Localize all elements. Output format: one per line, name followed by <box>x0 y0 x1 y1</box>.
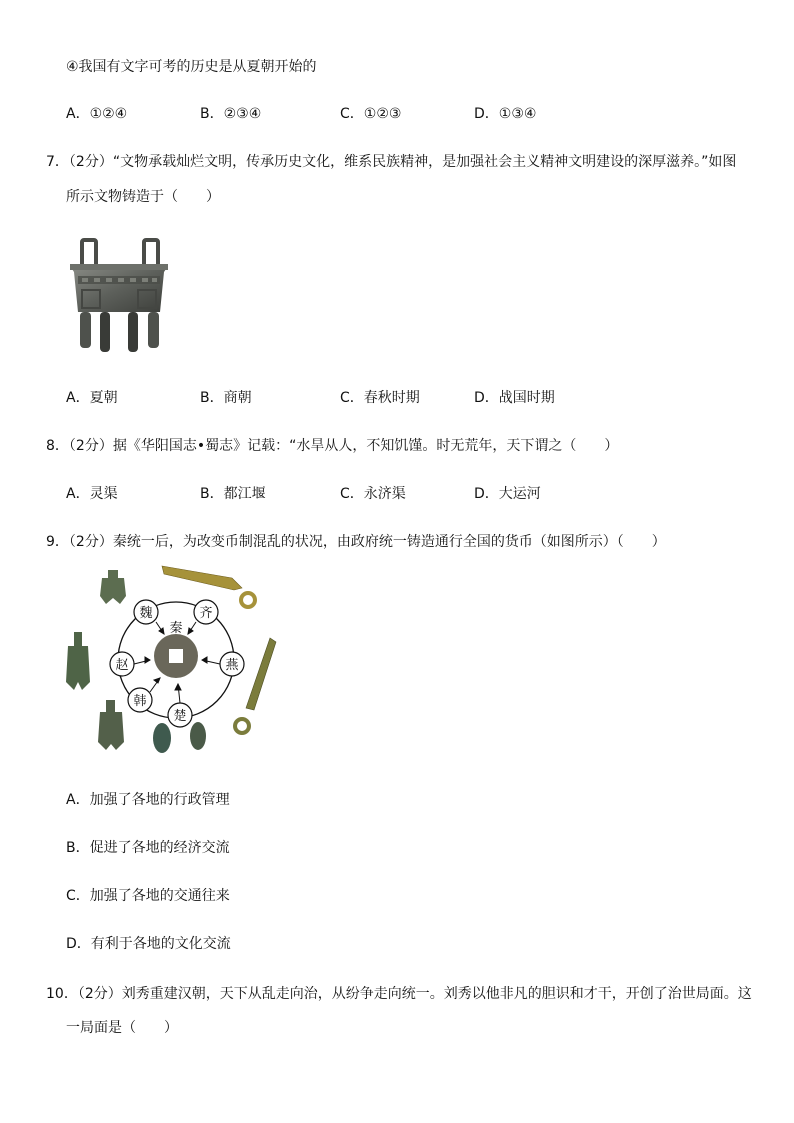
q6-option-b[interactable]: B．②③④ <box>200 106 262 122</box>
spade-coin-bottom-left <box>98 700 124 750</box>
q10-stem-line2: 一局面是（ ） <box>66 1020 178 1036</box>
spade-coin-left <box>66 632 90 690</box>
q8-stem: 8．（2分）据《华阳国志•蜀志》记载：“水旱从人，不知饥馑。时无荒年，天下谓之（ ） <box>46 438 619 454</box>
state-label-zhao: 赵 <box>115 658 129 673</box>
state-label-yan: 燕 <box>225 658 239 673</box>
q9-option-c[interactable]: C．加强了各地的交通往来 <box>66 888 230 904</box>
state-label-wei: 魏 <box>139 606 153 621</box>
ant-nose-coin-1 <box>153 723 171 753</box>
q8-option-a[interactable]: A．灵渠 <box>66 486 118 502</box>
q7-option-a[interactable]: A．夏朝 <box>66 390 118 406</box>
state-label-qi: 齐 <box>199 606 213 621</box>
q6-option-d[interactable]: D．①③④ <box>474 106 537 122</box>
q6-option-c[interactable]: C．①②③ <box>340 106 402 122</box>
ant-nose-coin-2 <box>190 722 206 750</box>
q9-option-d[interactable]: D．有利于各地的文化交流 <box>66 936 231 952</box>
q6-option-a[interactable]: A．①②④ <box>66 106 128 122</box>
q7-stem-line2: 所示文物铸造于（ ） <box>66 189 220 205</box>
q8-option-d[interactable]: D．大运河 <box>474 486 541 502</box>
q8-option-c[interactable]: C．永济渠 <box>340 486 406 502</box>
q8-option-b[interactable]: B．都江堰 <box>200 486 266 502</box>
state-label-qin: 秦 <box>169 621 183 636</box>
q9-stem: 9．（2分）秦统一后，为改变币制混乱的状况，由政府统一铸造通行全国的货币（如图所示）（ ） <box>46 534 666 550</box>
q10-stem-line1: 10．（2分）刘秀重建汉朝，天下从乱走向治，从纷争走向统一。刘秀以他非凡的胆识和才干，开创了治世局面。这 <box>46 986 752 1002</box>
q9-option-a[interactable]: A．加强了各地的行政管理 <box>66 792 230 808</box>
q7-option-b[interactable]: B．商朝 <box>200 390 252 406</box>
q9-option-b[interactable]: B．促进了各地的经济交流 <box>66 840 230 856</box>
q7-stem-line1: 7．（2分）“文物承载灿烂文明，传承历史文化，维系民族精神，是加强社会主义精神文明建设的深厚滋养。”如图 <box>46 154 737 170</box>
spade-coin-top-left <box>100 570 126 604</box>
q6-item4: ④我国有文字可考的历史是从夏朝开始的 <box>66 59 317 75</box>
q7-option-c[interactable]: C．春秋时期 <box>340 390 420 406</box>
knife-coin-right <box>235 638 276 733</box>
bronze-ding-image <box>66 236 172 354</box>
q7-option-d[interactable]: D．战国时期 <box>474 390 555 406</box>
currency-unification-diagram <box>64 560 284 760</box>
state-label-chu: 楚 <box>173 709 187 724</box>
state-label-han: 韩 <box>133 694 147 709</box>
